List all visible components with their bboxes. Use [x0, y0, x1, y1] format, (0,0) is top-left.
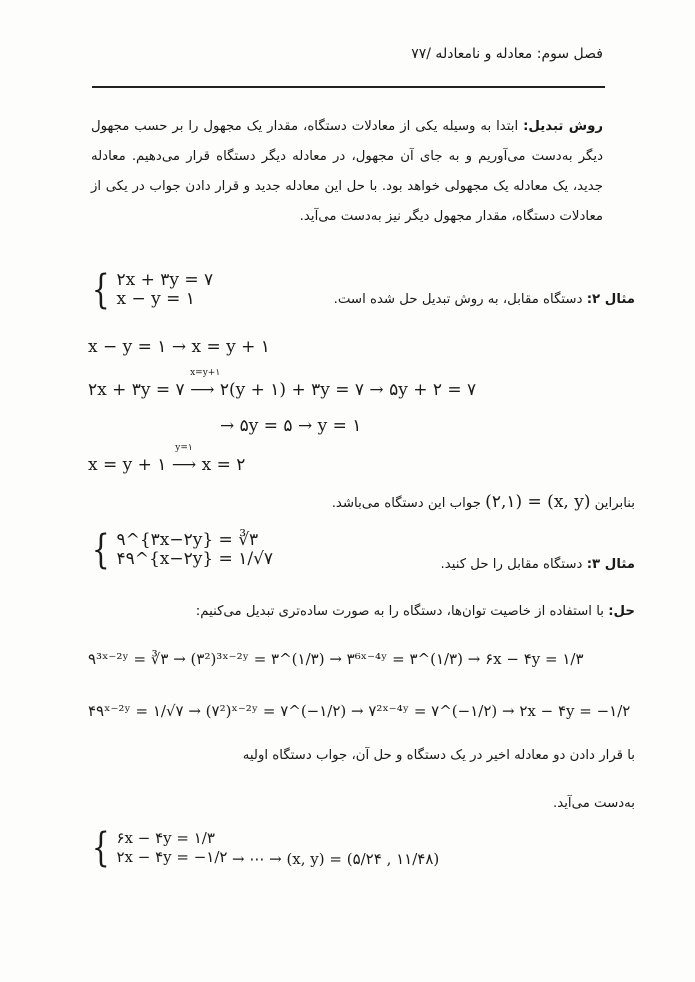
header-rule [92, 86, 605, 88]
solution-label: حل: [608, 604, 635, 619]
system-equation: ۶x − ۴y = ۱/۳ [116, 829, 215, 847]
step-equation [88, 368, 477, 400]
system-equation: ۲x − ۴y = −۱/۲ [116, 848, 228, 866]
example-text: دستگاه مقابل را حل کنید. [440, 557, 587, 572]
equation-part: x = y + ۱ [88, 455, 172, 475]
substitution-arrow: x=y+۱ ⟶ [190, 368, 221, 400]
combine-paragraph: به‌دست می‌آید. [553, 796, 635, 811]
example3-heading [441, 557, 636, 572]
solution-line: ۴۹ˣ⁻²ʸ = ۱/√۷ → (۷²)ˣ⁻²ʸ = ۷^(−۱/۲) → ۷²ˣ⁻⁴ʸ = ۷^(−۱/۲) → ۲x − ۴y = −۱/۲ [88, 702, 631, 720]
substitution-arrow: y=۱ ⟶ [171, 443, 197, 475]
conclusion-text: بنابراین [590, 496, 635, 511]
example2-conclusion [332, 492, 635, 512]
conclusion-text: جواب این دستگاه می‌باشد. [331, 496, 486, 511]
brace-icon: { [91, 267, 110, 313]
page-header: فصل سوم: معادله و نامعادله /۷۷ [411, 46, 603, 62]
final-result: → ⋯ → (x, y) = (۵/۲۴ , ۱۱/۴۸) [232, 850, 440, 868]
system-equation: ۴۹^{x−۲y} = ۱/√۷ [116, 549, 274, 569]
system-equation: ۲x + ۳y = ۷ [116, 270, 214, 290]
example2-heading [334, 292, 635, 307]
solution-intro [196, 604, 635, 619]
brace-icon: { [91, 825, 110, 871]
system-equation: x − y = ۱ [116, 289, 195, 309]
system-equation: ۹^{۳x−۲y} = ∛۳ [116, 530, 259, 550]
example3-system [88, 527, 274, 573]
example-label: مثال ۳: [586, 557, 635, 572]
arrow-label: x=y+۱ [190, 368, 221, 378]
arrow-label: y=۱ [175, 443, 193, 453]
example2-system [88, 267, 214, 313]
step-equation: → ۵y = ۵ → y = ۱ [220, 416, 362, 436]
method-term: روش تبدیل: [523, 119, 603, 134]
equation-part: x = ۲ [196, 455, 246, 475]
combine-paragraph: با قرار دادن دو معادله اخیر در یک دستگاه و حل آن، جواب دستگاه اولیه [242, 748, 635, 763]
equation-part: ۲x + ۳y = ۷ [88, 380, 191, 400]
brace-icon: { [91, 527, 110, 573]
equation-part: ۲(y + ۱) + ۳y = ۷ → ۵y + ۲ = ۷ [214, 380, 477, 400]
step-equation [88, 443, 246, 475]
solution-text: با استفاده از خاصیت توان‌ها، دستگاه را به صورت ساده‌تری تبدیل می‌کنیم: [195, 604, 609, 619]
method-description: ابتدا به وسیله یکی از معادلات دستگاه، مقدار یک مجهول را بر حسب مجهول دیگر به‌دست می‌آوریم و به جای آن مجهول، در معادله دیگر دستگاه قرار می‌دهیم. معادله جدید، یک معادله یک مجهولی خواهد بود. با حل این معادله جدید و قرار دادن جواب در یکی از معادلات دستگاه، مقدار مجهول دیگر نیز به‌دست می‌آید. [91, 119, 603, 224]
intro-paragraph [91, 112, 603, 232]
solution-line: ۹³ˣ⁻²ʸ = ∛۳ → (۳²)³ˣ⁻²ʸ = ۳^(۱/۳) → ۳⁶ˣ⁻⁴ʸ = ۳^(۱/۳) → ۶x − ۴y = ۱/۳ [88, 650, 584, 668]
example-text: دستگاه مقابل، به روش تبدیل حل شده است. [333, 292, 587, 307]
step-equation: x − y = ۱ → x = y + ۱ [88, 337, 270, 357]
conclusion-math: (x, y) = (۲,۱) [485, 492, 591, 512]
final-system [88, 825, 228, 871]
example-label: مثال ۲: [586, 292, 635, 307]
